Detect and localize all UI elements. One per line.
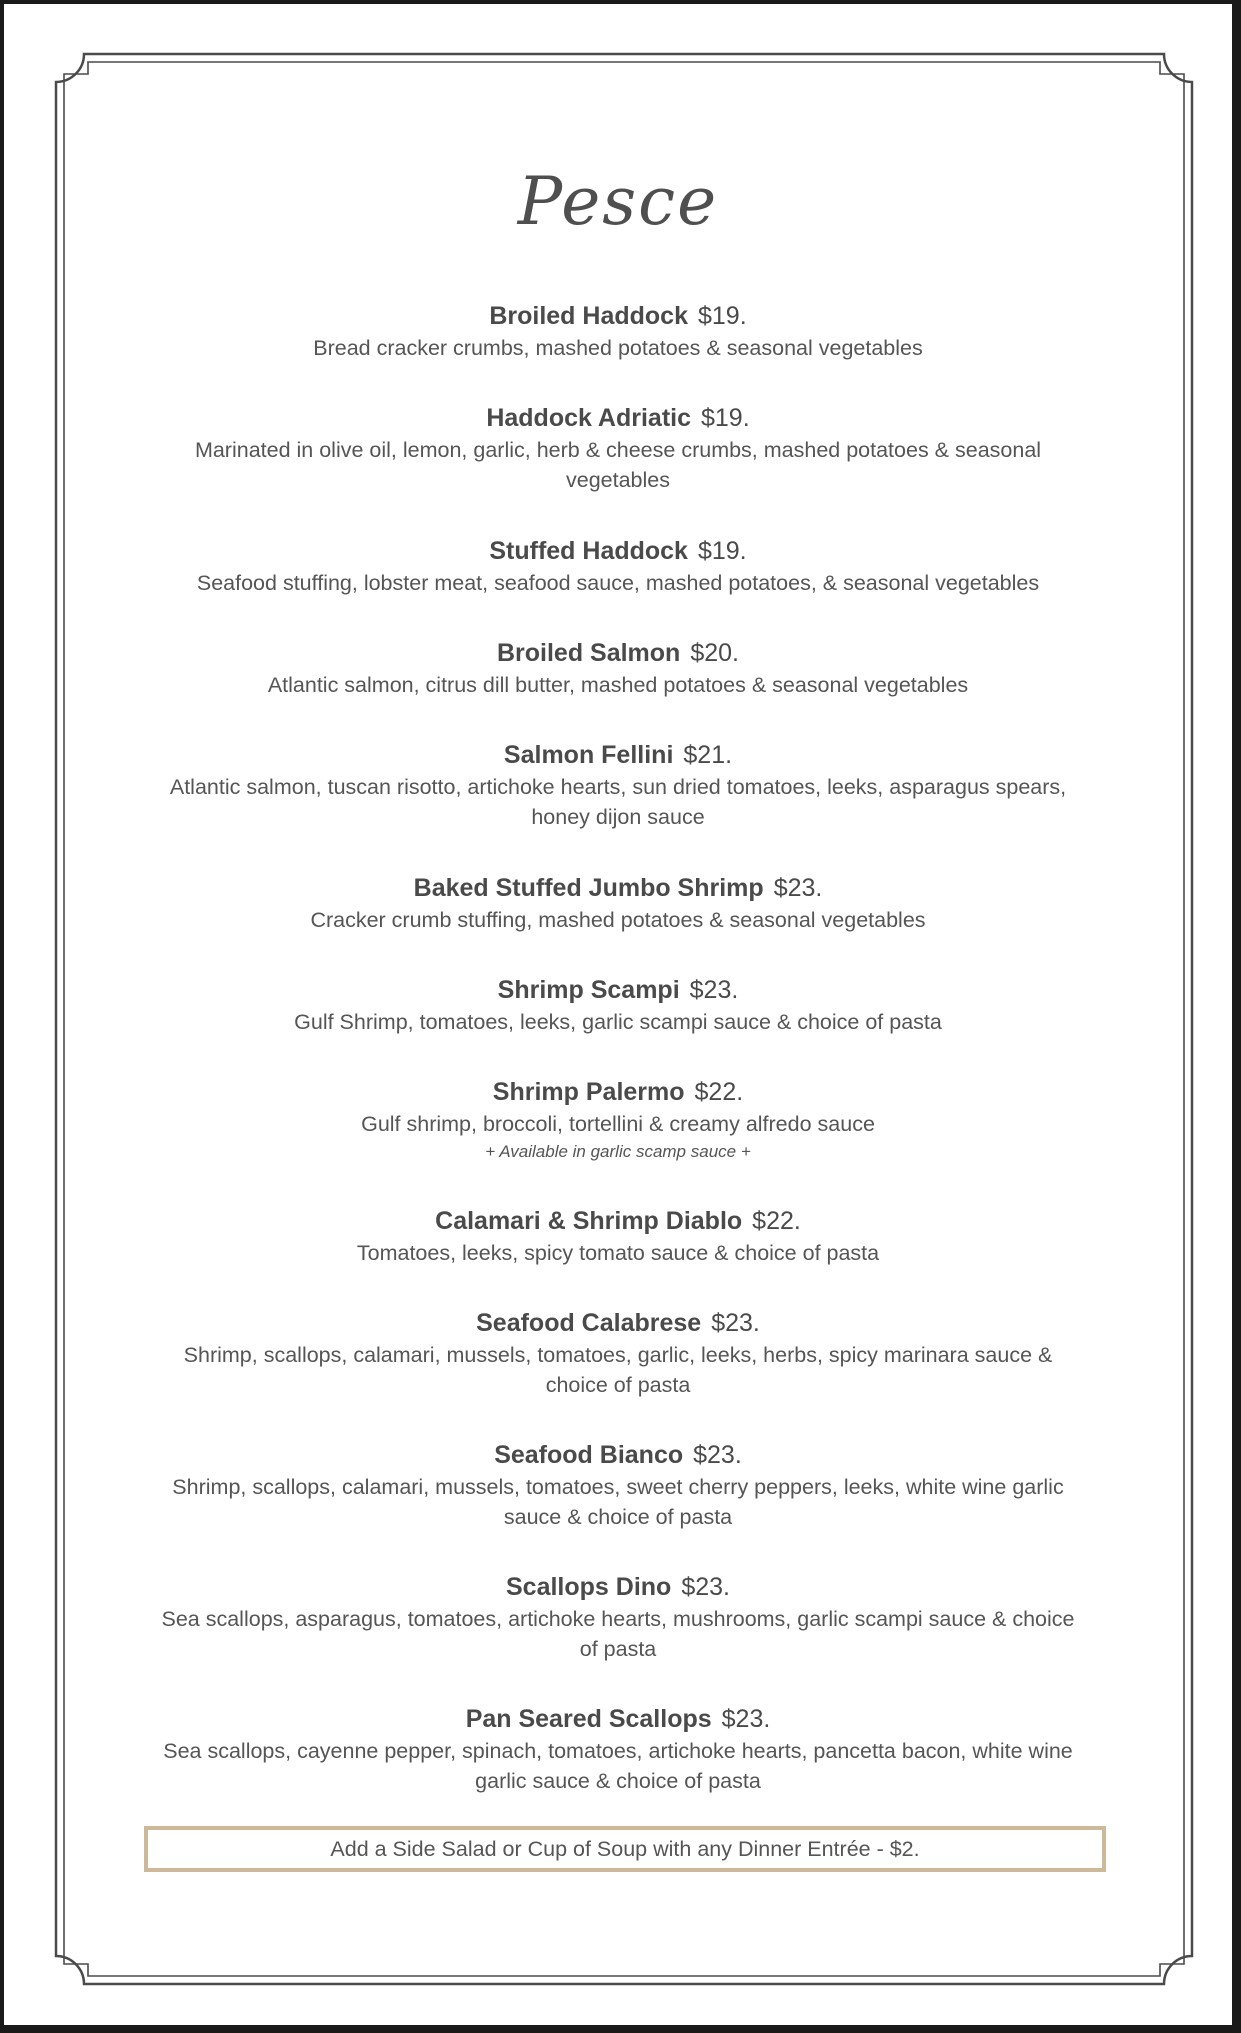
menu-item	[154, 1307, 1082, 1400]
item-name: Salmon Fellini	[503, 741, 674, 769]
item-description: Atlantic salmon, tuscan risotto, artichoke hearts, sun dried tomatoes, leeks, asparagus spears, honey dijon sauce	[169, 775, 1067, 829]
item-name: Baked Stuffed Jumbo Shrimp	[413, 874, 764, 902]
item-price: $19.	[697, 537, 747, 565]
item-description: Atlantic salmon, citrus dill butter, mashed potatoes & seasonal vegetables	[267, 673, 969, 697]
item-note: + Available in garlic scamp sauce +	[485, 1142, 751, 1161]
menu-item	[154, 1439, 1082, 1532]
item-price: $21.	[683, 741, 733, 769]
item-description: Bread cracker crumbs, mashed potatoes & seasonal vegetables	[313, 336, 923, 360]
menu-item	[154, 974, 1082, 1037]
item-description: Seafood stuffing, lobster meat, seafood sauce, mashed potatoes, & seasonal vegetables	[196, 571, 1040, 595]
item-description: Shrimp, scallops, calamari, mussels, tomatoes, garlic, leeks, herbs, spicy marinara sauce & choice of pasta	[183, 1343, 1053, 1397]
item-name: Seafood Calabrese	[476, 1309, 702, 1337]
item-price: $19.	[697, 302, 747, 330]
item-description: Sea scallops, cayenne pepper, spinach, tomatoes, artichoke hearts, pancetta bacon, white wine garlic sauce & choice of pasta	[163, 1739, 1073, 1793]
item-description: Shrimp, scallops, calamari, mussels, tomatoes, sweet cherry peppers, leeks, white wine garlic sauce & choice of pasta	[172, 1475, 1064, 1529]
menu-page	[4, 4, 1232, 2025]
item-name: Stuffed Haddock	[489, 537, 688, 565]
item-price: $23.	[721, 1705, 771, 1733]
item-name: Calamari & Shrimp Diablo	[435, 1207, 743, 1235]
menu-item	[154, 300, 1082, 363]
item-name: Haddock Adriatic	[486, 404, 691, 432]
item-name: Seafood Bianco	[494, 1441, 684, 1469]
item-price: $22.	[752, 1207, 801, 1235]
menu-item	[154, 402, 1082, 495]
menu-item	[154, 1571, 1082, 1664]
item-price: $19.	[701, 404, 750, 432]
item-description: Marinated in olive oil, lemon, garlic, herb & cheese crumbs, mashed potatoes & seasonal vegetables	[194, 438, 1042, 492]
item-name: Shrimp Scampi	[497, 976, 680, 1004]
item-description: Gulf shrimp, broccoli, tortellini & creamy alfredo sauce	[361, 1112, 875, 1136]
menu-item	[154, 535, 1082, 598]
menu-item	[154, 1703, 1082, 1796]
menu-item	[154, 637, 1082, 700]
item-price: $20.	[690, 639, 740, 667]
item-price: $23.	[773, 874, 823, 902]
menu-item	[154, 1205, 1082, 1268]
item-price: $23.	[689, 976, 739, 1004]
item-price: $23.	[711, 1309, 760, 1337]
item-description: Tomatoes, leeks, spicy tomato sauce & choice of pasta	[356, 1241, 880, 1265]
side-salad-soup-note: Add a Side Salad or Cup of Soup with any Dinner Entrée - $2.	[144, 1826, 1106, 1872]
menu-item	[154, 739, 1082, 832]
item-name: Shrimp Palermo	[492, 1078, 685, 1106]
menu-item	[154, 1076, 1082, 1165]
menu-item	[154, 872, 1082, 935]
item-name: Pan Seared Scallops	[465, 1705, 712, 1733]
item-name: Broiled Salmon	[496, 639, 681, 667]
item-price: $22.	[694, 1078, 744, 1106]
menu-title: Pesce	[517, 163, 719, 240]
item-name: Scallops Dino	[506, 1573, 672, 1601]
item-description: Sea scallops, asparagus, tomatoes, artichoke hearts, mushrooms, garlic scampi sauce & choice of pasta	[161, 1607, 1075, 1661]
item-description: Cracker crumb stuffing, mashed potatoes & seasonal vegetables	[310, 908, 926, 932]
item-price: $23.	[693, 1441, 742, 1469]
item-name: Broiled Haddock	[489, 302, 688, 330]
item-description: Gulf Shrimp, tomatoes, leeks, garlic scampi sauce & choice of pasta	[294, 1010, 942, 1034]
item-price: $23.	[681, 1573, 730, 1601]
